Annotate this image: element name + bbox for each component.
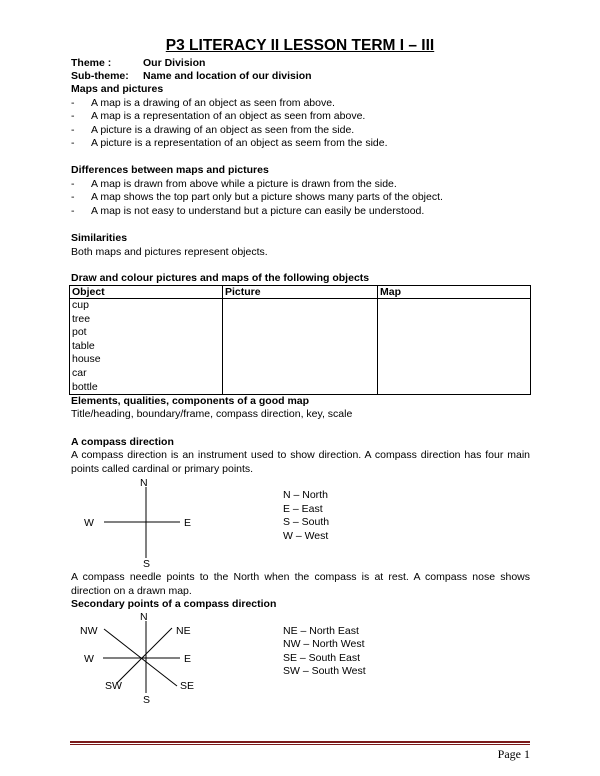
compass-label-w: W — [84, 517, 94, 529]
table-row: tree — [72, 312, 91, 325]
list-item: - A map is a drawing of an object as seen from above. — [71, 97, 335, 109]
compass-legend-item: S – South — [283, 516, 330, 528]
similarities-text: Both maps and pictures represent objects. — [71, 246, 268, 258]
table-row: house — [72, 353, 101, 366]
secondary-label-s: S — [143, 694, 151, 706]
column-header-map: Map — [378, 286, 531, 299]
table-row: cup — [72, 299, 89, 311]
subtheme-label: Sub-theme: — [71, 70, 129, 82]
secondary-label-nw: NW — [80, 625, 98, 637]
elements-heading: Elements, qualities, components of a good map — [71, 395, 310, 407]
secondary-label-sw: SW — [105, 680, 122, 692]
list-item: - A map shows the top part only but a picture shows many parts of the object. — [71, 191, 443, 203]
compass-legend-item: E – East — [283, 503, 323, 515]
secondary-legend-item: SW – South West — [283, 665, 366, 677]
footer-rule-thin — [70, 744, 530, 745]
theme-value: Our Division — [143, 57, 206, 69]
compass-label-e: E — [184, 517, 192, 529]
secondary-label-w: W — [84, 653, 94, 665]
table-row: table — [72, 339, 95, 352]
table-row: bottle — [72, 380, 98, 393]
secondary-label-se: SE — [180, 680, 195, 692]
maps-pictures-heading: Maps and pictures — [71, 83, 164, 95]
similarities-heading: Similarities — [71, 232, 128, 244]
differences-heading: Differences between maps and pictures — [71, 164, 269, 176]
secondary-legend-item: SE – South East — [283, 652, 361, 664]
secondary-ne-sw-line — [117, 628, 172, 683]
compass-text: A compass direction is an instrument used to show direction. A compass direction has four main points called cardinal or primary points. — [71, 449, 530, 475]
list-item: - A picture is a representation of an object as seem from the side. — [71, 137, 388, 149]
secondary-legend-item: NW – North West — [283, 638, 365, 650]
table-row: pot — [72, 326, 87, 339]
needle-text: A compass needle points to the North when the compass is at rest. A compass nose shows direction on a drawn map. — [71, 571, 530, 597]
compass-legend-item: W – West — [283, 530, 329, 542]
list-item: - A map is not easy to understand but a picture can easily be understood. — [71, 205, 425, 217]
column-header-picture: Picture — [223, 286, 378, 299]
page-number: Page 1 — [497, 747, 530, 761]
secondary-legend-item: NE – North East — [283, 625, 359, 637]
compass-label-n: N — [140, 477, 148, 489]
list-item: - A map is drawn from above while a picture is drawn from the side. — [71, 178, 397, 190]
table-row: car — [72, 366, 87, 379]
compass-label-s: S — [143, 558, 151, 570]
secondary-label-e: E — [184, 653, 192, 665]
list-item: - A picture is a drawing of an object as seen from the side. — [71, 124, 355, 136]
column-header-object: Object — [70, 286, 223, 299]
theme-label: Theme : — [71, 57, 112, 69]
footer-rule — [70, 741, 530, 743]
elements-text: Title/heading, boundary/frame, compass direction, key, scale — [71, 408, 353, 420]
draw-table-heading: Draw and colour pictures and maps of the following objects — [71, 272, 370, 284]
secondary-label-ne: NE — [176, 625, 191, 637]
subtheme-value: Name and location of our division — [143, 70, 312, 82]
list-item: - A map is a representation of an object as seen from above. — [71, 110, 366, 122]
secondary-heading: Secondary points of a compass direction — [71, 598, 277, 610]
compass-legend-item: N – North — [283, 489, 328, 501]
secondary-label-n: N — [140, 611, 148, 623]
compass-heading: A compass direction — [71, 436, 174, 448]
page-title: P3 LITERACY II LESSON TERM I – III — [165, 37, 435, 54]
